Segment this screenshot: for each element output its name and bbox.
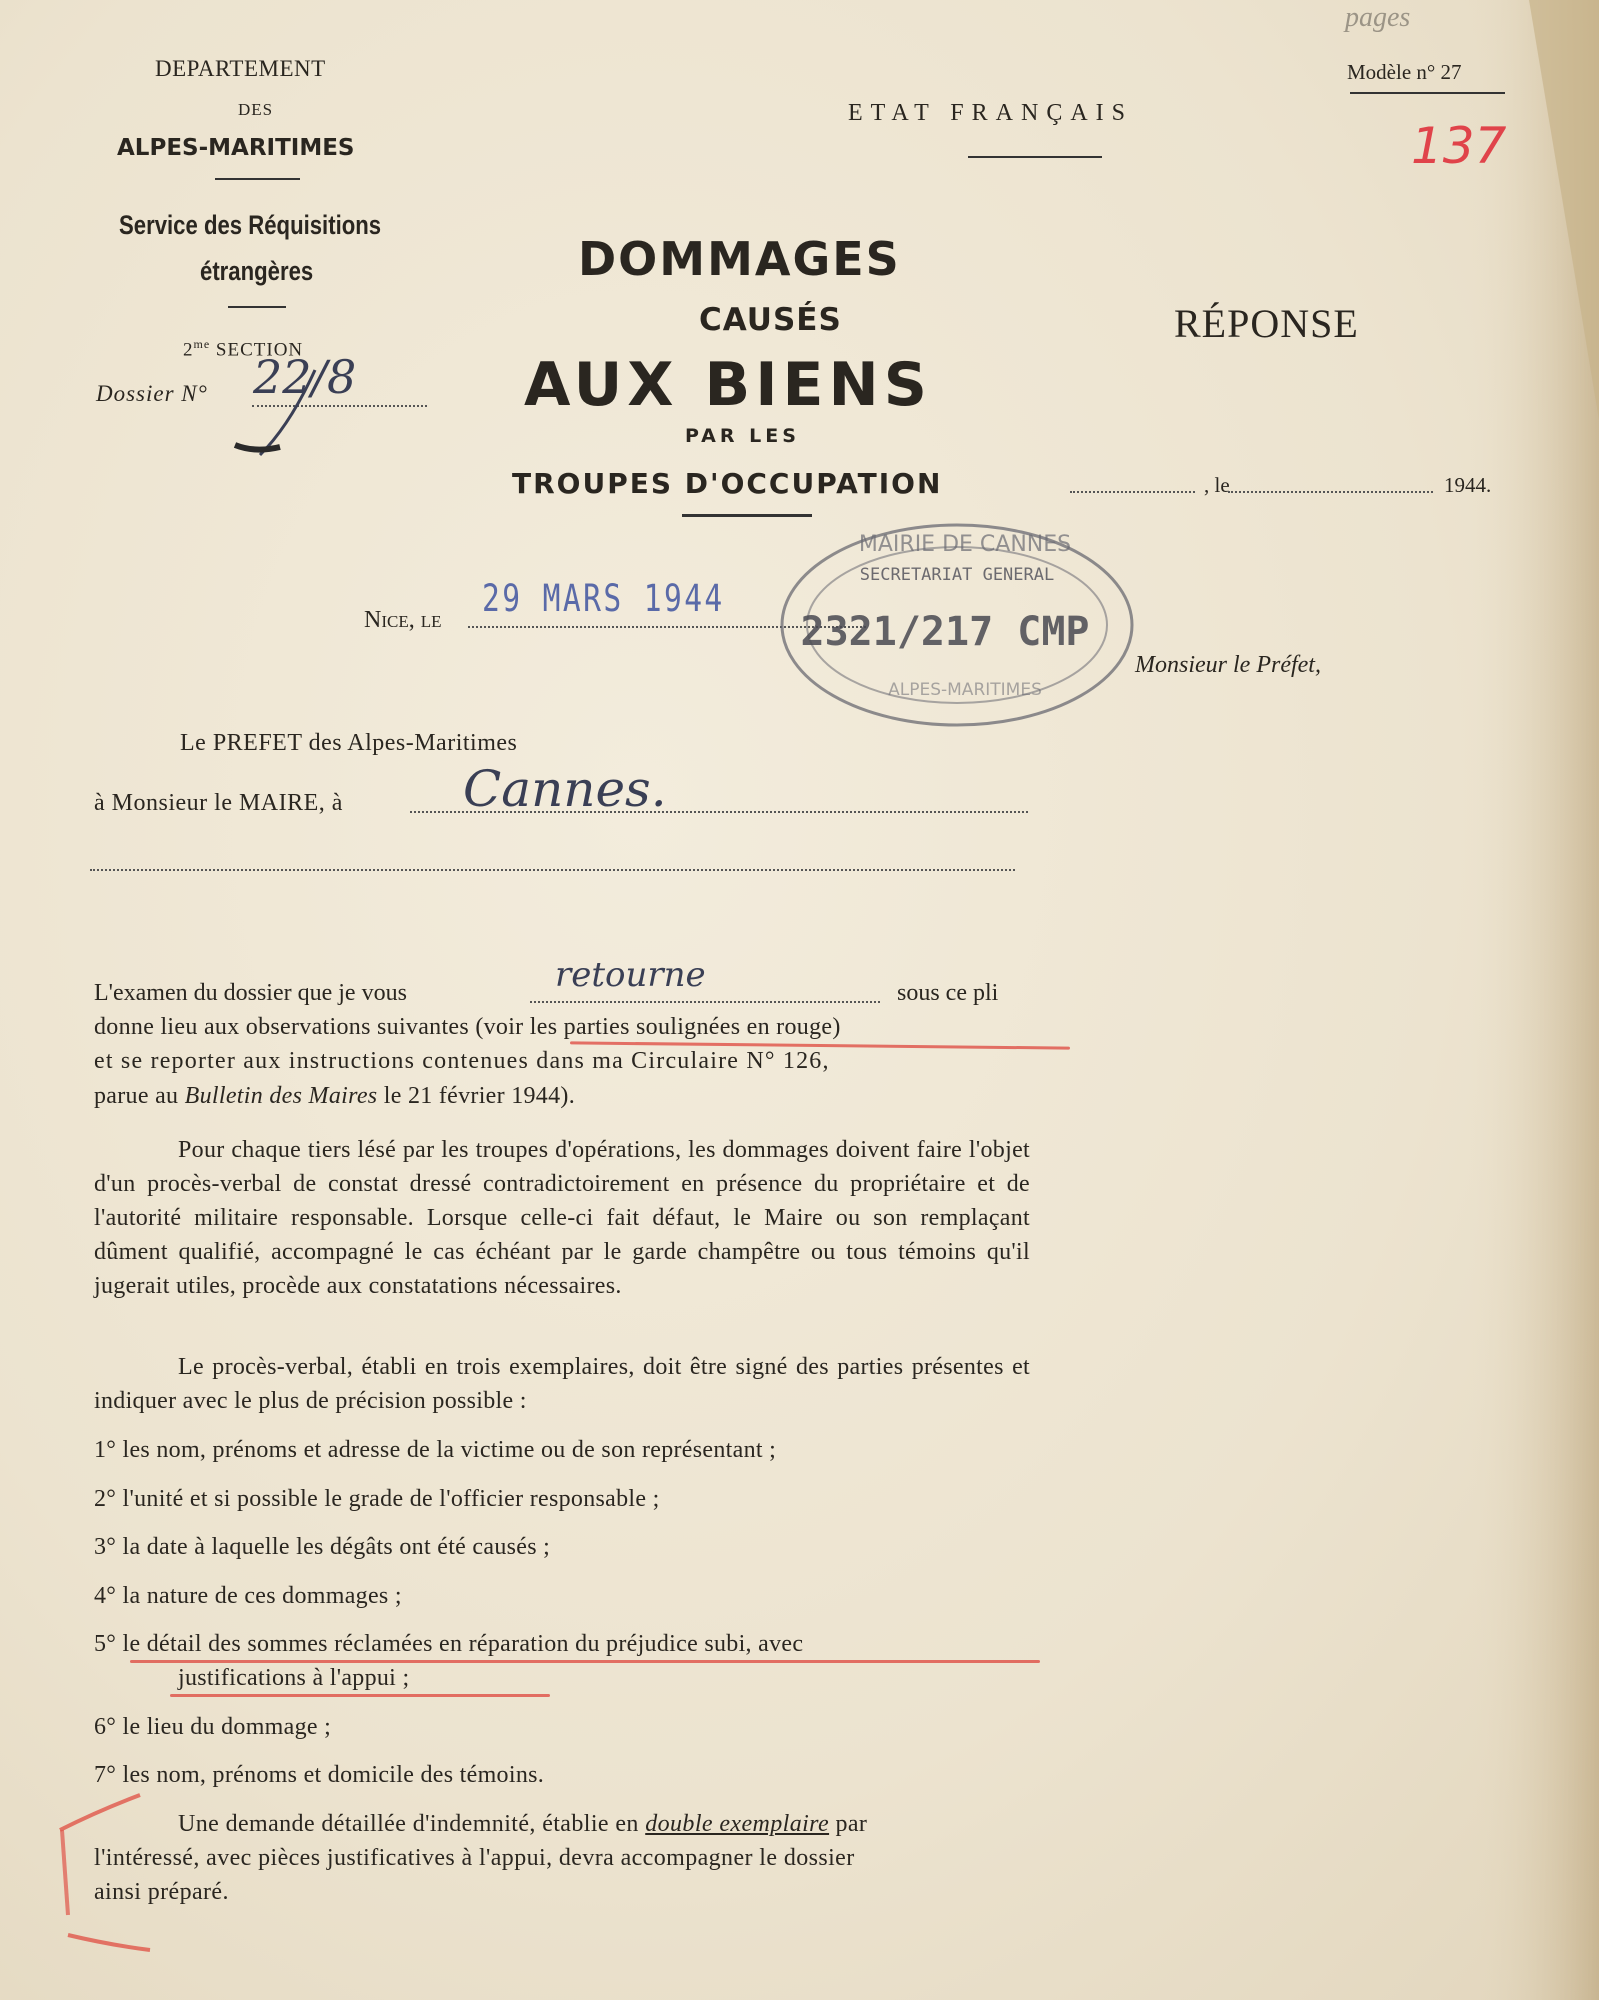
department-label: DEPARTEMENT <box>155 56 326 81</box>
list-item-4: 4° la nature de ces dommages ; <box>94 1583 402 1609</box>
paragraph-exam-line3: et se reporter aux instructions contenues dans ma Circulaire N° 126, <box>94 1048 830 1074</box>
paragraph-demande-line1: Une demande détaillée d'indemnité, établie en double exemplaire par <box>178 1811 868 1837</box>
list-item-6: 6° le lieu du dommage ; <box>94 1714 332 1740</box>
paragraph-exam-line2: donne lieu aux observations suivantes (voir les parties soulignées en rouge) <box>94 1014 841 1040</box>
divider <box>228 306 286 308</box>
paragraph-demande-line2: l'intéressé, avec pièces justificatives à l'appui, devra accompagner le dossier <box>94 1845 855 1871</box>
service-name-line2: étrangères <box>200 256 314 286</box>
page-fold-shadow <box>1469 0 1599 2000</box>
dossier-label: Dossier N° <box>96 381 208 406</box>
stamp-register-number: 2321/217 CMP <box>800 609 1090 655</box>
stamp-secretariat: SECRETARIAT GENERAL <box>859 565 1055 585</box>
paragraph-proces-verbal: Le procès-verbal, établi en trois exemplaires, doit être signé des parties présentes et indiquer avec le plus de précision possible : <box>94 1354 1030 1414</box>
list-item-5: 5° le détail des sommes réclamées en réparation du préjudice subi, avec <box>94 1631 804 1657</box>
title-troupes: TROUPES D'OCCUPATION <box>512 467 943 500</box>
etat-francais: ETAT FRANÇAIS <box>848 100 1133 126</box>
red-margin-bracket-icon <box>50 1785 160 1955</box>
divider <box>215 178 300 180</box>
exam-dotted-line <box>530 1001 880 1003</box>
reponse-heading: RÉPONSE <box>1174 301 1359 346</box>
red-underline <box>170 1694 550 1697</box>
paragraph-exam-end: sous ce pli <box>897 980 999 1006</box>
place-nice: Nice, le <box>364 607 442 633</box>
list-item-3: 3° la date à laquelle les dégâts ont été causés ; <box>94 1534 551 1560</box>
recipient-city-handwritten: Cannes. <box>463 760 667 818</box>
reply-date-le: , le <box>1204 473 1230 497</box>
list-item-5-cont: justifications à l'appui ; <box>178 1665 410 1691</box>
title-dommages: DOMMAGES <box>578 232 901 286</box>
recipient-line: à Monsieur le MAIRE, à <box>94 790 343 816</box>
paragraph-demande-line3: ainsi préparé. <box>94 1879 229 1905</box>
dossier-number-handwritten: 22/8 <box>253 350 357 404</box>
list-item-1: 1° les nom, prénoms et adresse de la victime ou de son représentant ; <box>94 1437 777 1463</box>
department-des: DES <box>238 100 274 119</box>
department-name: ALPES-MARITIMES <box>117 135 355 161</box>
title-causes: CAUSÉS <box>699 302 842 338</box>
service-name-line1: Service des Réquisitions <box>119 210 382 240</box>
date-stamp: 29 MARS 1944 <box>482 577 725 620</box>
handwritten-flourish-icon <box>230 365 320 460</box>
divider <box>968 156 1102 158</box>
list-item-7: 7° les nom, prénoms et domicile des témoins. <box>94 1762 545 1788</box>
paragraph-troupes: Pour chaque tiers lésé par les troupes d'opérations, les dommages doivent faire l'objet d'un procès-verbal de constat dressé contradictoirement en présence du propriétaire et de l'autorité militaire responsable. Lorsque celle-ci fait défaut, le Maire ou son remplaçant dûment qualifié, accompagné le cas échéant par le garde champêtre ou tous témoins qu'il jugerait utiles, procède aux constatations nécessaires. <box>94 1137 1030 1299</box>
paragraph-exam-start: L'examen du dossier que je vous <box>94 980 407 1006</box>
red-handwritten-number: 137 <box>1411 117 1507 175</box>
list-item-2: 2° l'unité et si possible le grade de l'officier responsable ; <box>94 1486 660 1512</box>
reply-date-year: 1944. <box>1444 473 1492 497</box>
pencil-page-mark: pages <box>1345 2 1411 33</box>
section-label: $2^{me}$ SECTION <box>183 337 304 361</box>
stamp-mairie-text: MAIRIE DE CANNES <box>858 532 1072 557</box>
red-underline <box>130 1660 1040 1663</box>
model-underline <box>1350 92 1505 94</box>
handwritten-retourne: retourne <box>555 955 706 995</box>
stamp-alpes-text: ALPES-MARITIMES <box>888 680 1042 700</box>
salutation-monsieur-le-prefet: Monsieur le Préfet, <box>1135 652 1321 678</box>
paragraph-exam-line4: parue au Bulletin des Maires le 21 février 1944). <box>94 1083 575 1109</box>
title-aux-biens: AUX BIENS <box>524 350 932 420</box>
model-number: Modèle n° 27 <box>1347 60 1462 84</box>
mairie-stamp <box>775 515 1140 735</box>
blank-dotted-line <box>90 869 1015 871</box>
sender-line: Le PREFET des Alpes-Maritimes <box>180 730 518 756</box>
reply-date-line <box>1228 491 1433 493</box>
title-par-les: PAR LES <box>685 425 800 447</box>
place-line <box>1070 491 1195 493</box>
